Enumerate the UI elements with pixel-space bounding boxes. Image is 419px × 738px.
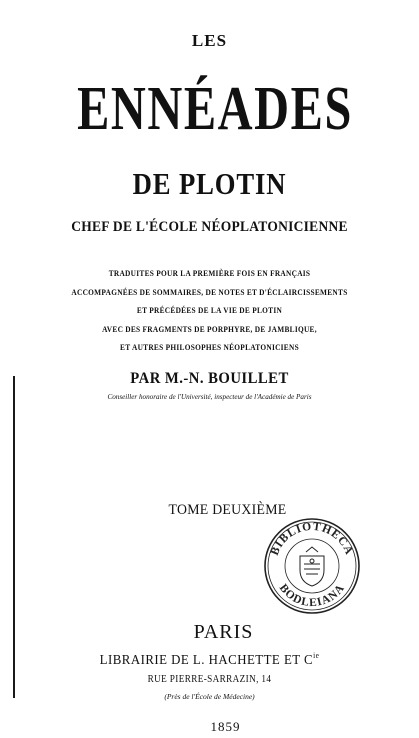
publisher (17, 652, 402, 668)
stamp-bottom-text: BODLEIANA (276, 581, 348, 610)
author-role: Conseiller honoraire de l'Université, inspecteur de l'Académie de Paris (107, 392, 312, 401)
book-title: ENNÉADES (77, 75, 353, 143)
translation-line: ACCOMPAGNÉES DE SOMMAIRES, DE NOTES ET D'ÉCLAIRCISSEMENTS (71, 288, 348, 297)
publisher-name: LIBRAIRIE DE L. HACHETTE ET C (99, 653, 314, 668)
publisher-address: RUE PIERRE-SARRAZIN, 14 (147, 674, 272, 685)
book-subtitle: DE PLOTIN (132, 166, 287, 201)
margin-rule (13, 376, 15, 698)
library-stamp-icon (262, 516, 362, 616)
translation-line: ET PRÉCÉDÉES DE LA VIE DE PLOTIN (136, 306, 283, 315)
volume-label: TOME DEUXIÈME (168, 502, 287, 518)
title-article: LES (191, 31, 228, 50)
publisher-suffix: ie (313, 651, 320, 660)
translation-line: ET AUTRES PHILOSOPHES NÉOPLATONICIENS (120, 343, 299, 352)
address-note: (Près de l'École de Médecine) (164, 692, 255, 701)
publication-city: PARIS (193, 621, 254, 643)
publication-year: 1859 (210, 719, 241, 734)
translation-line: TRADUITES POUR LA PREMIÈRE FOIS EN FRANÇAIS (108, 269, 311, 278)
author-name: PAR M.-N. BOUILLET (130, 370, 289, 387)
stamp-top-text: BIBLIOTHECA (268, 520, 356, 558)
translation-line: AVEC DES FRAGMENTS DE PORPHYRE, DE JAMBLIQUE, (102, 325, 317, 334)
subject-description: CHEF DE L'ÉCOLE NÉOPLATONICIENNE (71, 219, 348, 235)
